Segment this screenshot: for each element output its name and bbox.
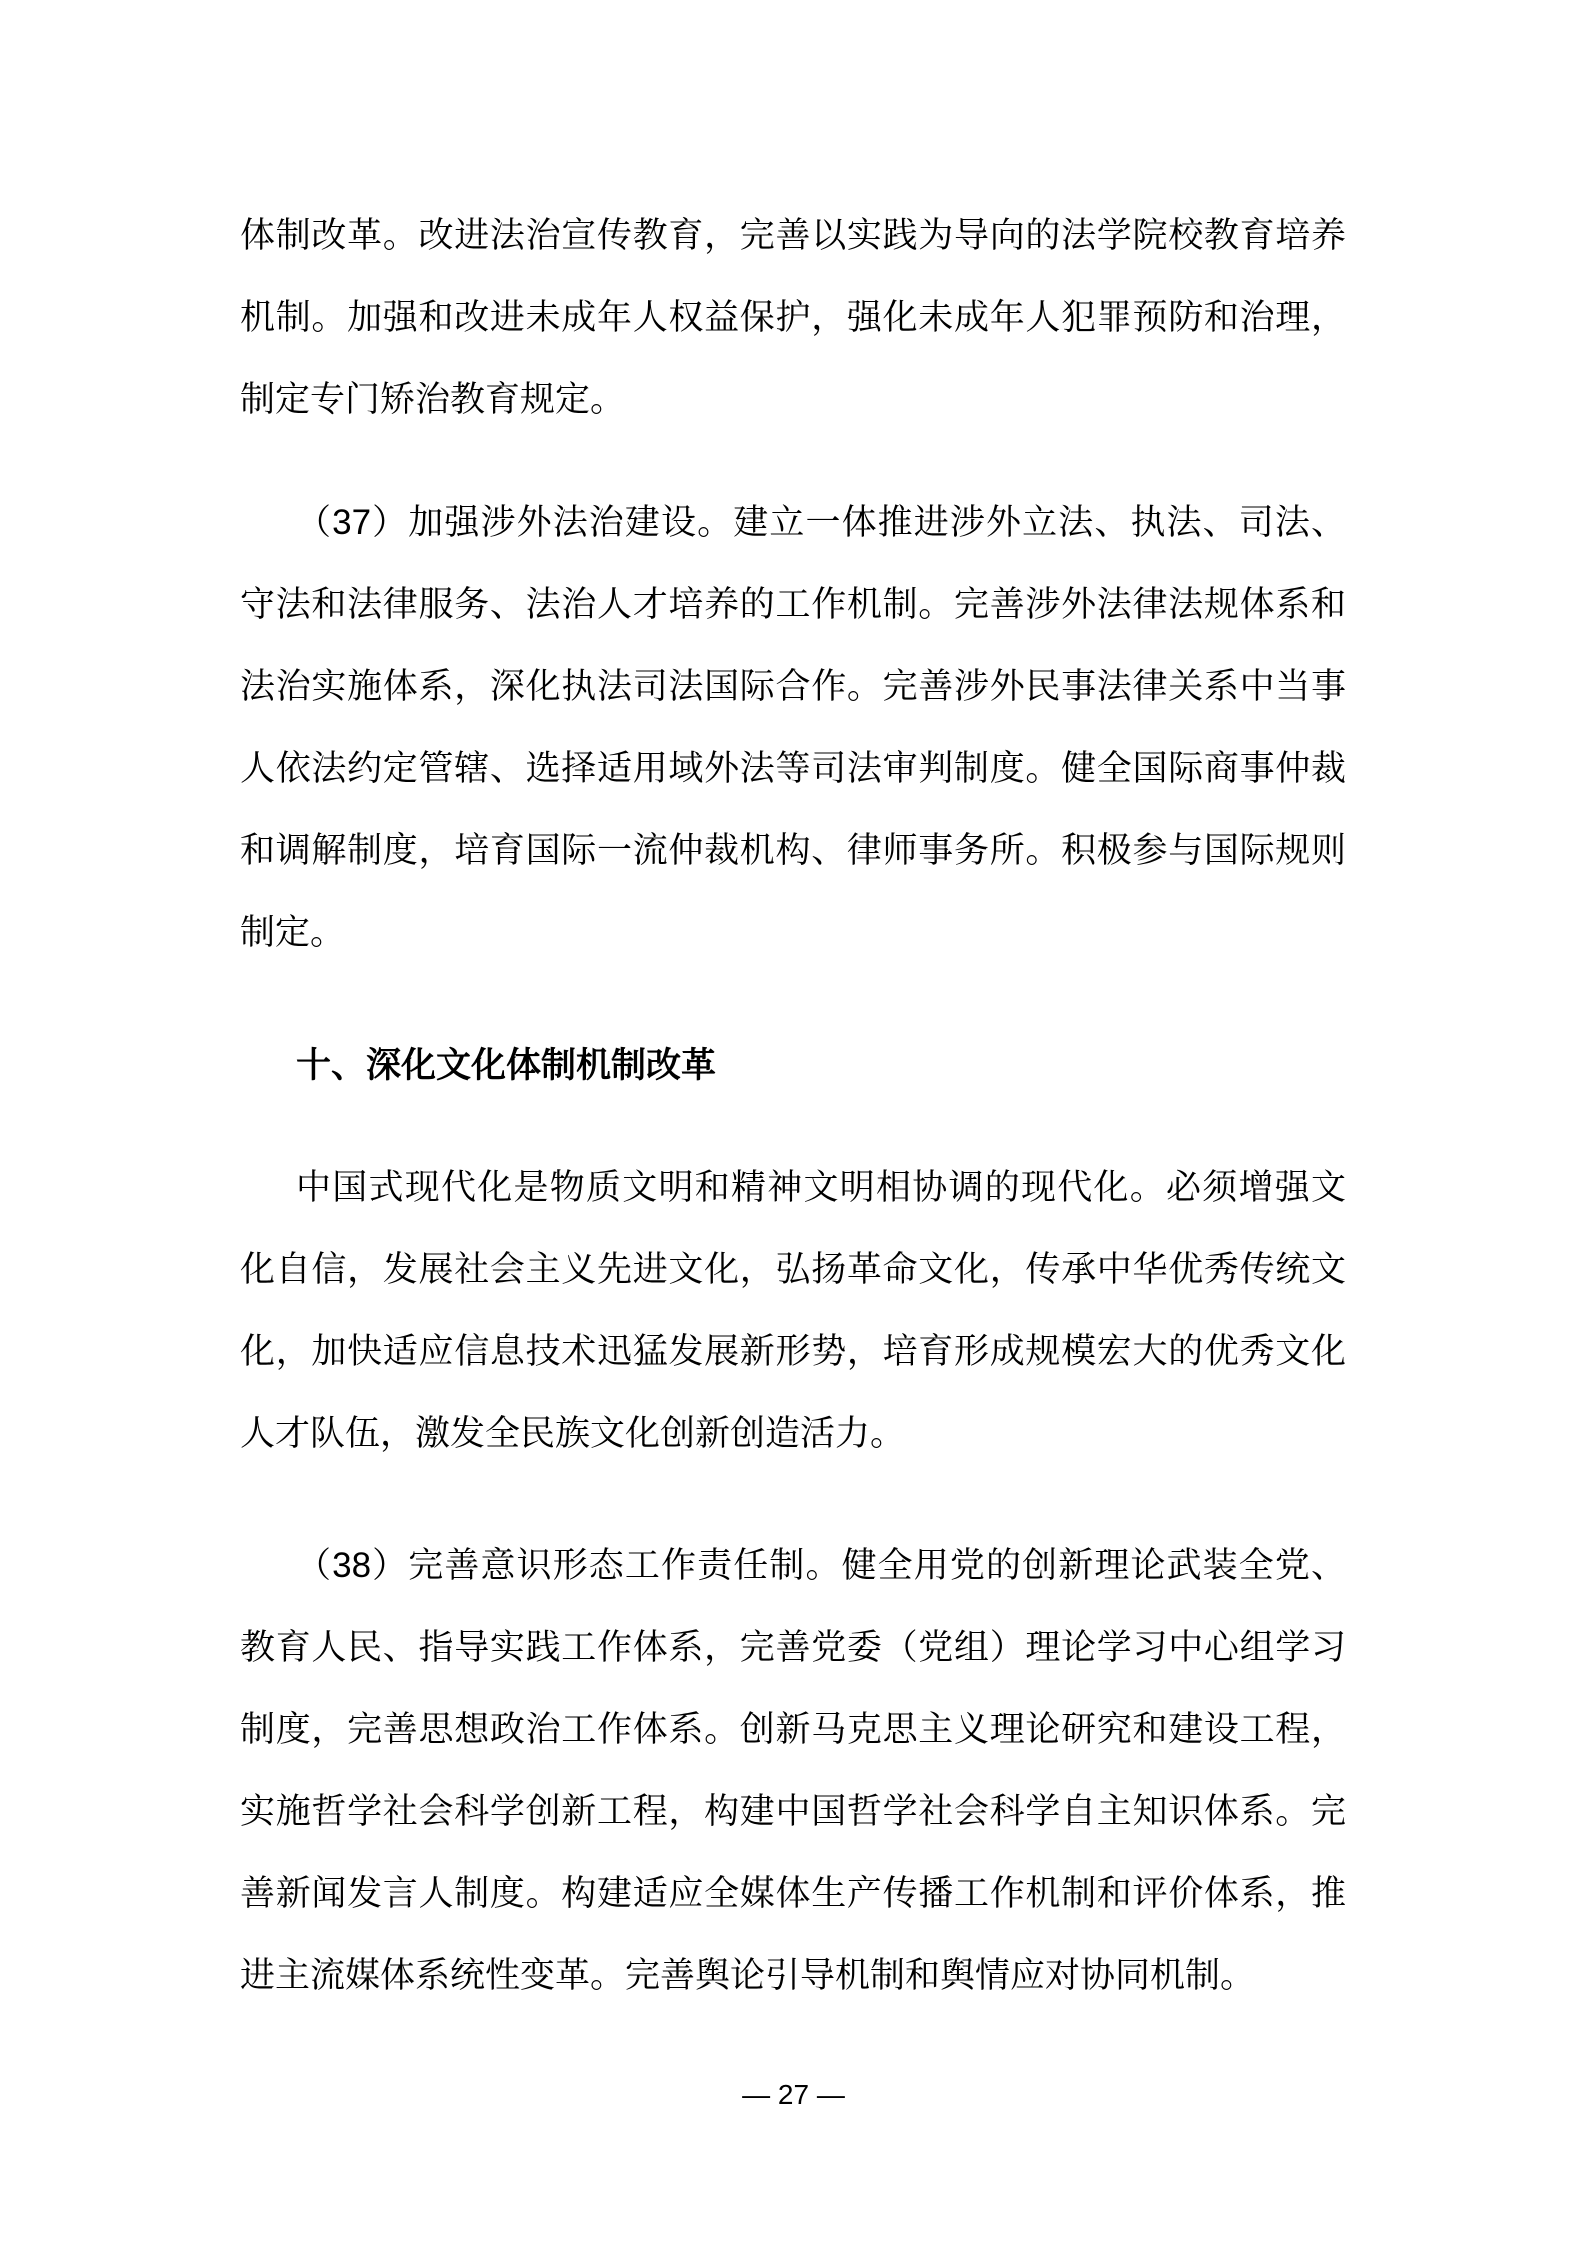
- paragraph-intro: [240, 1147, 1346, 1475]
- section-heading-text: 十、深化文化体制机制改革: [296, 1046, 717, 1085]
- section-heading-10: [240, 1025, 1346, 1107]
- text-line: 教育人民、指导实践工作体系，完善党委（党组）理论学习中心组学习: [240, 1628, 1346, 1667]
- text-line: 制定专门矫治教育规定。: [240, 380, 626, 419]
- text-line: 善新闻发言人制度。构建适应全媒体生产传播工作机制和评价体系，推: [240, 1874, 1346, 1913]
- paragraph-item-37: [240, 482, 1346, 974]
- text-line: 机制。加强和改进未成年人权益保护，强化未成年人犯罪预防和治理，: [240, 298, 1346, 337]
- text-line: 进主流媒体系统性变革。完善舆论引导机制和舆情应对协同机制。: [240, 1956, 1256, 1995]
- text-line: 法治实施体系，深化执法司法国际合作。完善涉外民事法律关系中当事: [240, 667, 1346, 706]
- text-line: 化，加快适应信息技术迅猛发展新形势，培育形成规模宏大的优秀文化: [240, 1332, 1346, 1371]
- text-line: 化自信，发展社会主义先进文化，弘扬革命文化，传承中华优秀传统文: [240, 1250, 1346, 1289]
- text-line: （38）完善意识形态工作责任制。健全用党的创新理论武装全党、: [296, 1546, 1346, 1585]
- paragraph-item-38: [240, 1525, 1346, 2017]
- text-line: 人依法约定管辖、选择适用域外法等司法审判制度。健全国际商事仲裁: [240, 749, 1346, 788]
- page-footer: [0, 2075, 1587, 2115]
- text-line: 守法和法律服务、法治人才培养的工作机制。完善涉外法律法规体系和: [240, 585, 1346, 624]
- text-line: 实施哲学社会科学创新工程，构建中国哲学社会科学自主知识体系。完: [240, 1792, 1346, 1831]
- text-line: （37）加强涉外法治建设。建立一体推进涉外立法、执法、司法、: [296, 503, 1346, 542]
- text-line: 制定。: [240, 913, 346, 952]
- text-line: 体制改革。改进法治宣传教育，完善以实践为导向的法学院校教育培养: [240, 216, 1346, 255]
- page-number: — 27 —: [742, 2079, 845, 2110]
- text-line: 和调解制度，培育国际一流仲裁机构、律师事务所。积极参与国际规则: [240, 831, 1346, 870]
- text-line: 人才队伍，激发全民族文化创新创造活力。: [240, 1414, 906, 1453]
- paragraph-continuation: [240, 195, 1346, 441]
- document-content: [240, 195, 1346, 2017]
- text-line: 制度，完善思想政治工作体系。创新马克思主义理论研究和建设工程，: [240, 1710, 1346, 1749]
- text-line: 中国式现代化是物质文明和精神文明相协调的现代化。必须增强文: [296, 1168, 1346, 1207]
